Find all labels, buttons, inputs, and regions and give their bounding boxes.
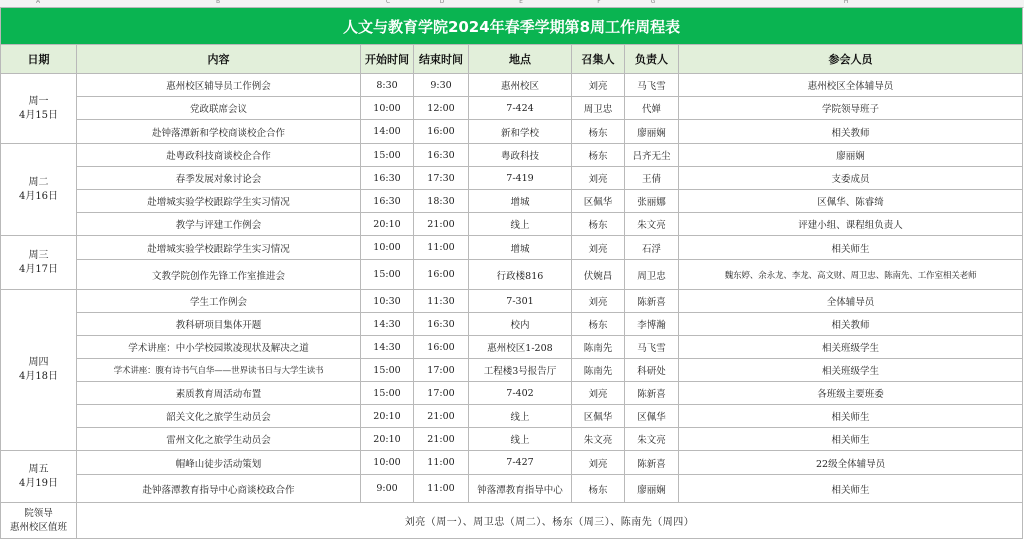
cell-content[interactable]: 教科研项目集体开题 [77, 313, 361, 336]
table-row [1, 475, 1023, 503]
cell-content[interactable]: 春季发展对象讨论会 [77, 167, 361, 190]
cell-place[interactable]: 增城 [469, 236, 572, 260]
cell-end[interactable]: 17:00 [414, 359, 469, 382]
cell-end[interactable]: 16:30 [414, 313, 469, 336]
cell-leader[interactable]: 马飞雪 [625, 336, 679, 359]
cell-end[interactable]: 9:30 [414, 74, 469, 97]
cell-convener[interactable]: 周卫忠 [572, 97, 625, 120]
cell-participants[interactable]: 廖丽娴 [679, 144, 1023, 167]
cell-convener[interactable]: 朱文亮 [572, 428, 625, 451]
table-row [1, 405, 1023, 428]
cell-convener[interactable]: 区佩华 [572, 405, 625, 428]
cell-participants[interactable]: 相关教师 [679, 313, 1023, 336]
cell-end[interactable]: 16:00 [414, 120, 469, 144]
header-participants[interactable]: 参会人员 [679, 45, 1023, 74]
cell-leader[interactable]: 代婵 [625, 97, 679, 120]
cell-place[interactable]: 7-419 [469, 167, 572, 190]
cell-start[interactable]: 20:10 [361, 405, 414, 428]
cell-content[interactable]: 学术讲座：中小学校园欺凌现状及解决之道 [77, 336, 361, 359]
cell-end[interactable]: 11:00 [414, 475, 469, 503]
cell-start[interactable]: 15:00 [361, 260, 414, 290]
column-letter-f: F [597, 0, 601, 5]
cell-content[interactable]: 赴增城实验学校跟踪学生实习情况 [77, 190, 361, 213]
cell-end[interactable]: 11:00 [414, 236, 469, 260]
cell-start[interactable]: 10:30 [361, 290, 414, 313]
cell-leader[interactable]: 石浮 [625, 236, 679, 260]
cell-convener[interactable]: 杨东 [572, 120, 625, 144]
cell-leader[interactable]: 李博瀚 [625, 313, 679, 336]
cell-participants[interactable]: 相关教师 [679, 120, 1023, 144]
cell-leader[interactable]: 朱文亮 [625, 213, 679, 236]
cell-leader[interactable]: 陈新喜 [625, 290, 679, 313]
duty-label-cell[interactable] [1, 503, 77, 539]
day-cell-fri[interactable] [1, 451, 77, 503]
cell-end[interactable]: 11:00 [414, 451, 469, 475]
cell-start[interactable]: 10:00 [361, 451, 414, 475]
cell-convener[interactable]: 陈南先 [572, 359, 625, 382]
day-cell-thu[interactable] [1, 290, 77, 451]
cell-participants[interactable]: 区佩华、陈睿绮 [679, 190, 1023, 213]
cell-leader[interactable]: 科研处 [625, 359, 679, 382]
duty-label-line1: 院领导 [24, 507, 53, 519]
day-name: 周二 [28, 176, 49, 188]
table-row [1, 167, 1023, 190]
cell-end[interactable]: 12:00 [414, 97, 469, 120]
table-row [1, 313, 1023, 336]
sheet-title[interactable]: 人文与教育学院2024年春季学期第8周工作周程表 [1, 8, 1023, 45]
column-letter-a: A [35, 0, 41, 5]
table-row [1, 97, 1023, 120]
cell-convener[interactable]: 区佩华 [572, 190, 625, 213]
table-row [1, 120, 1023, 144]
cell-start[interactable]: 10:00 [361, 236, 414, 260]
cell-convener[interactable]: 陈南先 [572, 336, 625, 359]
cell-place[interactable]: 增城 [469, 190, 572, 213]
cell-content[interactable]: 赴钟落潭新和学校商谈校企合作 [77, 120, 361, 144]
cell-participants[interactable]: 相关班级学生 [679, 336, 1023, 359]
duty-label-line2: 惠州校区值班 [9, 521, 67, 533]
table-row [1, 336, 1023, 359]
cell-start[interactable]: 20:10 [361, 428, 414, 451]
cell-place[interactable]: 7-424 [469, 97, 572, 120]
cell-participants[interactable]: 支委成员 [679, 167, 1023, 190]
cell-participants[interactable]: 学院领导班子 [679, 97, 1023, 120]
table-row [1, 74, 1023, 97]
cell-place[interactable]: 校内 [469, 313, 572, 336]
cell-place[interactable]: 钟落潭教育指导中心 [469, 475, 572, 503]
day-date: 4月18日 [18, 371, 59, 382]
day-cell-wed[interactable] [1, 236, 77, 290]
table-row [1, 359, 1023, 382]
cell-convener[interactable]: 刘亮 [572, 236, 625, 260]
cell-leader[interactable]: 王倩 [625, 167, 679, 190]
cell-convener[interactable]: 刘亮 [572, 382, 625, 405]
cell-participants[interactable]: 各班级主要班委 [679, 382, 1023, 405]
cell-start[interactable]: 16:30 [361, 167, 414, 190]
cell-end[interactable]: 16:00 [414, 336, 469, 359]
cell-place[interactable]: 粤政科技 [469, 144, 572, 167]
cell-place[interactable]: 工程楼3号报告厅 [469, 359, 572, 382]
cell-participants[interactable]: 全体辅导员 [679, 290, 1023, 313]
schedule-table [0, 7, 1023, 539]
column-letter-b: B [215, 0, 221, 5]
cell-participants[interactable]: 相关师生 [679, 428, 1023, 451]
cell-place[interactable]: 线上 [469, 428, 572, 451]
cell-participants[interactable]: 评建小组、课程组负责人 [679, 213, 1023, 236]
cell-leader[interactable]: 周卫忠 [625, 260, 679, 290]
table-row [1, 451, 1023, 475]
cell-leader[interactable]: 廖丽娴 [625, 475, 679, 503]
day-name: 周三 [28, 249, 49, 261]
column-letter-g: G [650, 0, 656, 5]
cell-end[interactable]: 11:30 [414, 290, 469, 313]
table-row [1, 213, 1023, 236]
cell-start[interactable]: 15:00 [361, 382, 414, 405]
cell-participants[interactable]: 惠州校区全体辅导员 [679, 74, 1023, 97]
cell-convener[interactable]: 刘亮 [572, 74, 625, 97]
cell-start[interactable]: 14:00 [361, 120, 414, 144]
cell-start[interactable]: 16:30 [361, 190, 414, 213]
day-date: 4月16日 [18, 190, 59, 202]
day-date: 4月17日 [18, 263, 59, 275]
header-convener[interactable]: 召集人 [572, 45, 625, 74]
cell-content[interactable]: 惠州校区辅导员工作例会 [77, 74, 361, 97]
day-cell-tue[interactable] [1, 144, 77, 236]
cell-end[interactable]: 18:30 [414, 190, 469, 213]
cell-place[interactable]: 线上 [469, 213, 572, 236]
cell-start[interactable]: 15:00 [361, 144, 414, 167]
cell-start[interactable]: 15:00 [361, 359, 414, 382]
cell-participants[interactable]: 相关师生 [679, 475, 1023, 503]
cell-content[interactable]: 赴粤政科技商谈校企合作 [77, 144, 361, 167]
cell-leader[interactable]: 马飞雪 [625, 74, 679, 97]
cell-leader[interactable]: 廖丽娴 [625, 120, 679, 144]
header-date[interactable]: 日期 [1, 45, 77, 74]
cell-convener[interactable]: 刘亮 [572, 167, 625, 190]
column-letter-h: H [843, 0, 849, 5]
cell-place[interactable]: 新和学校 [469, 120, 572, 144]
cell-participants[interactable]: 魏东婷、余永龙、李龙、高文财、周卫忠、陈南先、工作室相关老师 [679, 260, 1023, 290]
day-name: 周五 [28, 463, 49, 475]
day-cell-mon[interactable] [1, 74, 77, 144]
cell-convener[interactable]: 杨东 [572, 313, 625, 336]
cell-end[interactable]: 21:00 [414, 405, 469, 428]
header-content[interactable]: 内容 [77, 45, 361, 74]
duty-row [1, 503, 1023, 539]
cell-convener[interactable]: 刘亮 [572, 451, 625, 475]
table-row [1, 428, 1023, 451]
cell-participants[interactable]: 相关班级学生 [679, 359, 1023, 382]
cell-content[interactable]: 学生工作例会 [77, 290, 361, 313]
cell-content[interactable]: 素质教育周活动布置 [77, 382, 361, 405]
table-row [1, 236, 1023, 260]
header-leader[interactable]: 负责人 [625, 45, 679, 74]
day-name: 周四 [28, 357, 49, 368]
cell-leader[interactable]: 区佩华 [625, 405, 679, 428]
cell-content[interactable]: 赴增城实验学校跟踪学生实习情况 [77, 236, 361, 260]
cell-participants[interactable]: 22级全体辅导员 [679, 451, 1023, 475]
cell-convener[interactable]: 杨东 [572, 144, 625, 167]
cell-leader[interactable]: 吕齐无尘 [625, 144, 679, 167]
header-place[interactable]: 地点 [469, 45, 572, 74]
cell-end[interactable]: 21:00 [414, 428, 469, 451]
cell-leader[interactable]: 张丽娜 [625, 190, 679, 213]
cell-content[interactable]: 韶关文化之旅学生动员会 [77, 405, 361, 428]
day-date: 4月19日 [18, 477, 59, 489]
header-start-time[interactable]: 开始时间 [361, 45, 414, 74]
cell-content[interactable]: 学术讲座：腹有诗书气自华——世界读书日与大学生读书 [77, 359, 361, 382]
cell-place[interactable]: 惠州校区 [469, 74, 572, 97]
cell-convener[interactable]: 伏婉昌 [572, 260, 625, 290]
cell-start[interactable]: 9:00 [361, 475, 414, 503]
cell-leader[interactable]: 陈新喜 [625, 451, 679, 475]
cell-start[interactable]: 10:00 [361, 97, 414, 120]
cell-place[interactable]: 7-427 [469, 451, 572, 475]
cell-content[interactable]: 雷州文化之旅学生动员会 [77, 428, 361, 451]
cell-end[interactable]: 17:00 [414, 382, 469, 405]
cell-end[interactable]: 16:00 [414, 260, 469, 290]
table-row [1, 382, 1023, 405]
cell-participants[interactable]: 相关师生 [679, 405, 1023, 428]
header-end-time[interactable]: 结束时间 [414, 45, 469, 74]
cell-place[interactable]: 7-301 [469, 290, 572, 313]
cell-place[interactable]: 线上 [469, 405, 572, 428]
cell-start[interactable]: 8:30 [361, 74, 414, 97]
cell-start[interactable]: 20:10 [361, 213, 414, 236]
table-row [1, 144, 1023, 167]
table-row [1, 260, 1023, 290]
cell-leader[interactable]: 陈新喜 [625, 382, 679, 405]
table-row [1, 190, 1023, 213]
cell-content[interactable]: 教学与评建工作例会 [77, 213, 361, 236]
day-name: 周一 [28, 95, 49, 107]
cell-participants[interactable]: 相关师生 [679, 236, 1023, 260]
column-letter-e: E [519, 0, 523, 5]
cell-place[interactable]: 7-402 [469, 382, 572, 405]
cell-convener[interactable]: 杨东 [572, 213, 625, 236]
cell-place[interactable]: 行政楼816 [469, 260, 572, 290]
cell-leader[interactable]: 朱文亮 [625, 428, 679, 451]
cell-content[interactable]: 帽峰山徒步活动策划 [77, 451, 361, 475]
cell-end[interactable]: 17:30 [414, 167, 469, 190]
cell-end[interactable]: 21:00 [414, 213, 469, 236]
cell-end[interactable]: 16:30 [414, 144, 469, 167]
header-row [1, 45, 1023, 74]
column-letter-c: C [385, 0, 391, 5]
cell-place[interactable]: 惠州校区1-208 [469, 336, 572, 359]
table-row [1, 290, 1023, 313]
duty-roster-cell[interactable]: 刘亮（周一）、周卫忠（周二）、杨东（周三）、陈南先（周四） [77, 503, 1023, 539]
cell-convener[interactable]: 杨东 [572, 475, 625, 503]
day-date: 4月15日 [18, 109, 59, 121]
cell-start[interactable]: 14:30 [361, 336, 414, 359]
cell-content[interactable]: 赴钟落潭教育指导中心商谈校政合作 [77, 475, 361, 503]
cell-content[interactable]: 文教学院创作先锋工作室推进会 [77, 260, 361, 290]
cell-content[interactable]: 党政联席会议 [77, 97, 361, 120]
cell-start[interactable]: 14:30 [361, 313, 414, 336]
column-letter-d: D [439, 0, 445, 5]
cell-convener[interactable]: 刘亮 [572, 290, 625, 313]
